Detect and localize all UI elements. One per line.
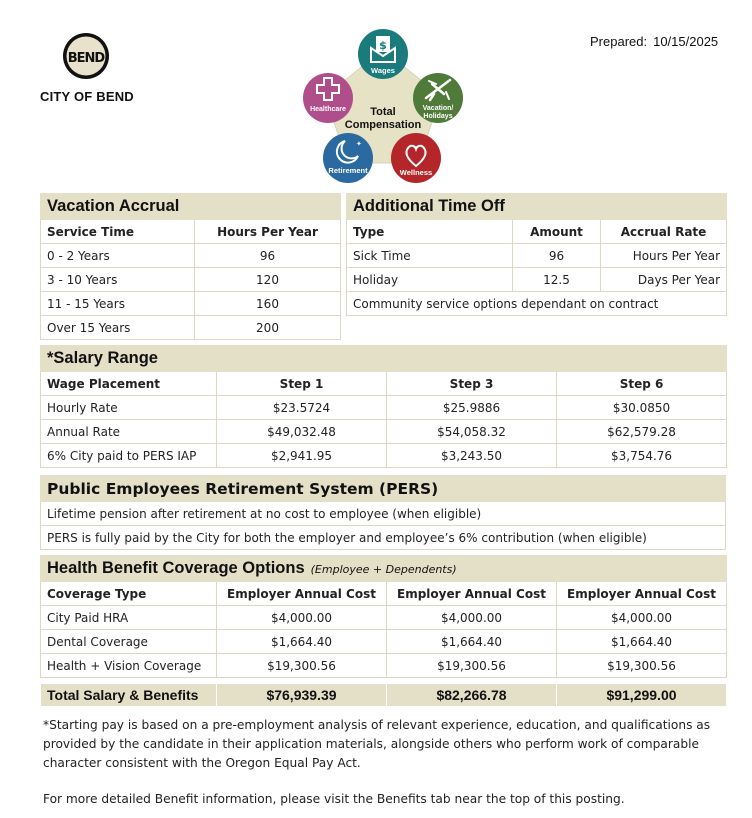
row-label: Annual Rate (41, 420, 217, 444)
health-title-cell (41, 556, 727, 582)
service-time: 3 - 10 Years (41, 268, 195, 292)
col-header: Accrual Rate (601, 220, 727, 244)
cell-value: $4,000.00 (557, 606, 727, 630)
cell-value: $4,000.00 (217, 606, 387, 630)
table-row (41, 244, 341, 268)
table-row (41, 654, 727, 678)
col-header: Hours Per Year (195, 220, 341, 244)
vacation-accrual-table (40, 193, 341, 340)
retirement-label: Retirement (328, 166, 368, 175)
prepared-label: Prepared: (590, 34, 648, 49)
col-header: Step 1 (217, 372, 387, 396)
total-compensation-graphic (298, 28, 468, 190)
col-header: Service Time (41, 220, 195, 244)
total-value: $76,939.39 (217, 684, 387, 707)
community-service-note: Community service options dependant on contract (347, 292, 727, 316)
cell-value: $23.5724 (217, 396, 387, 420)
table-row (41, 526, 726, 550)
hours-per-year: 200 (195, 316, 341, 340)
holidays-label: Holidays (423, 113, 453, 120)
cell-value: $1,664.40 (557, 630, 727, 654)
healthcare-circle (303, 73, 353, 123)
total-salary-benefits-table (40, 683, 727, 707)
prepared-date (590, 34, 718, 49)
cell-value: $25.9886 (387, 396, 557, 420)
hours-per-year: 120 (195, 268, 341, 292)
pers-title: Public Employees Retirement System (PERS) (41, 476, 726, 502)
col-header: Coverage Type (41, 582, 217, 606)
table-row (41, 502, 726, 526)
table-row (41, 420, 727, 444)
table-row (41, 630, 727, 654)
row-label: Hourly Rate (41, 396, 217, 420)
time-off-amount: 12.5 (513, 268, 601, 292)
salary-range-table (40, 345, 727, 468)
healthcare-label: Healthcare (310, 106, 346, 113)
pers-line: PERS is fully paid by the City for both the employer and employee’s 6% contribution (when eligible) (41, 526, 726, 550)
service-time: 11 - 15 Years (41, 292, 195, 316)
table-row (347, 268, 727, 292)
table-row (41, 444, 727, 468)
cell-value: $3,243.50 (387, 444, 557, 468)
col-header: Employer Annual Cost (217, 582, 387, 606)
benefits-info-note: For more detailed Benefit information, please visit the Benefits tab near the top of this posting. (43, 792, 625, 806)
logo-mark-text: BEND (67, 51, 105, 66)
vacation-label: Vacation/ (422, 105, 454, 112)
cell-value: $49,032.48 (217, 420, 387, 444)
col-header: Type (347, 220, 513, 244)
cell-value: $1,664.40 (387, 630, 557, 654)
cell-value: $1,664.40 (217, 630, 387, 654)
cell-value: $62,579.28 (557, 420, 727, 444)
svg-text:$: $ (379, 39, 387, 52)
logo-text: CITY OF BEND (40, 89, 134, 104)
row-label: Dental Coverage (41, 630, 217, 654)
row-label: Health + Vision Coverage (41, 654, 217, 678)
wages-label: Wages (371, 66, 395, 75)
row-label: 6% City paid to PERS IAP (41, 444, 217, 468)
table-row (41, 606, 727, 630)
col-header: Wage Placement (41, 372, 217, 396)
prepared-date-value: 10/15/2025 (653, 34, 719, 49)
cell-value: $4,000.00 (387, 606, 557, 630)
svg-text:✦: ✦ (356, 140, 362, 148)
accrual-rate: Hours Per Year (601, 244, 727, 268)
additional-time-off-table (346, 193, 727, 316)
service-time: 0 - 2 Years (41, 244, 195, 268)
wellness-circle (391, 133, 441, 183)
table-row (41, 396, 727, 420)
health-title: Health Benefit Coverage Options (47, 559, 305, 577)
pers-line: Lifetime pension after retirement at no cost to employee (when eligible) (41, 502, 726, 526)
cell-value: $30.0850 (557, 396, 727, 420)
cell-value: $54,058.32 (387, 420, 557, 444)
time-off-amount: 96 (513, 244, 601, 268)
row-label: City Paid HRA (41, 606, 217, 630)
starting-pay-footnote: *Starting pay is based on a pre-employment analysis of relevant experience, education, and qualifications as provided by the candidate in their application materials, alongside others who perform work of comparable character consistent with the Oregon Equal Pay Act. (43, 718, 711, 770)
total-value: $82,266.78 (387, 684, 557, 707)
wages-circle (358, 29, 408, 79)
table-row (347, 244, 727, 268)
cell-value: $19,300.56 (217, 654, 387, 678)
table-row (41, 292, 341, 316)
city-of-bend-logo-icon (62, 32, 110, 80)
total-value: $91,299.00 (557, 684, 727, 707)
accrual-rate: Days Per Year (601, 268, 727, 292)
time-off-type: Holiday (347, 268, 513, 292)
col-header: Amount (513, 220, 601, 244)
graphic-center-line2: Compensation (344, 119, 422, 131)
table-row (41, 268, 341, 292)
health-benefit-table (40, 555, 727, 678)
total-label: Total Salary & Benefits (41, 684, 217, 707)
health-subtitle: (Employee + Dependents) (310, 563, 457, 576)
col-header: Employer Annual Cost (557, 582, 727, 606)
time-off-title: Additional Time Off (347, 194, 727, 220)
graphic-center-line1: Total (370, 106, 396, 118)
service-time: Over 15 Years (41, 316, 195, 340)
col-header: Step 6 (557, 372, 727, 396)
col-header: Employer Annual Cost (387, 582, 557, 606)
pers-table (40, 475, 726, 550)
hours-per-year: 96 (195, 244, 341, 268)
time-off-type: Sick Time (347, 244, 513, 268)
vacation-title: Vacation Accrual (41, 194, 341, 220)
cell-value: $19,300.56 (557, 654, 727, 678)
cell-value: $3,754.76 (557, 444, 727, 468)
salary-title: *Salary Range (41, 346, 727, 372)
col-header: Step 3 (387, 372, 557, 396)
hours-per-year: 160 (195, 292, 341, 316)
cell-value: $19,300.56 (387, 654, 557, 678)
wellness-label: Wellness (399, 168, 433, 177)
vacation-circle (413, 73, 463, 123)
retirement-circle (323, 133, 373, 183)
cell-value: $2,941.95 (217, 444, 387, 468)
table-row (347, 292, 727, 316)
table-row (41, 316, 341, 340)
total-row (41, 684, 727, 707)
